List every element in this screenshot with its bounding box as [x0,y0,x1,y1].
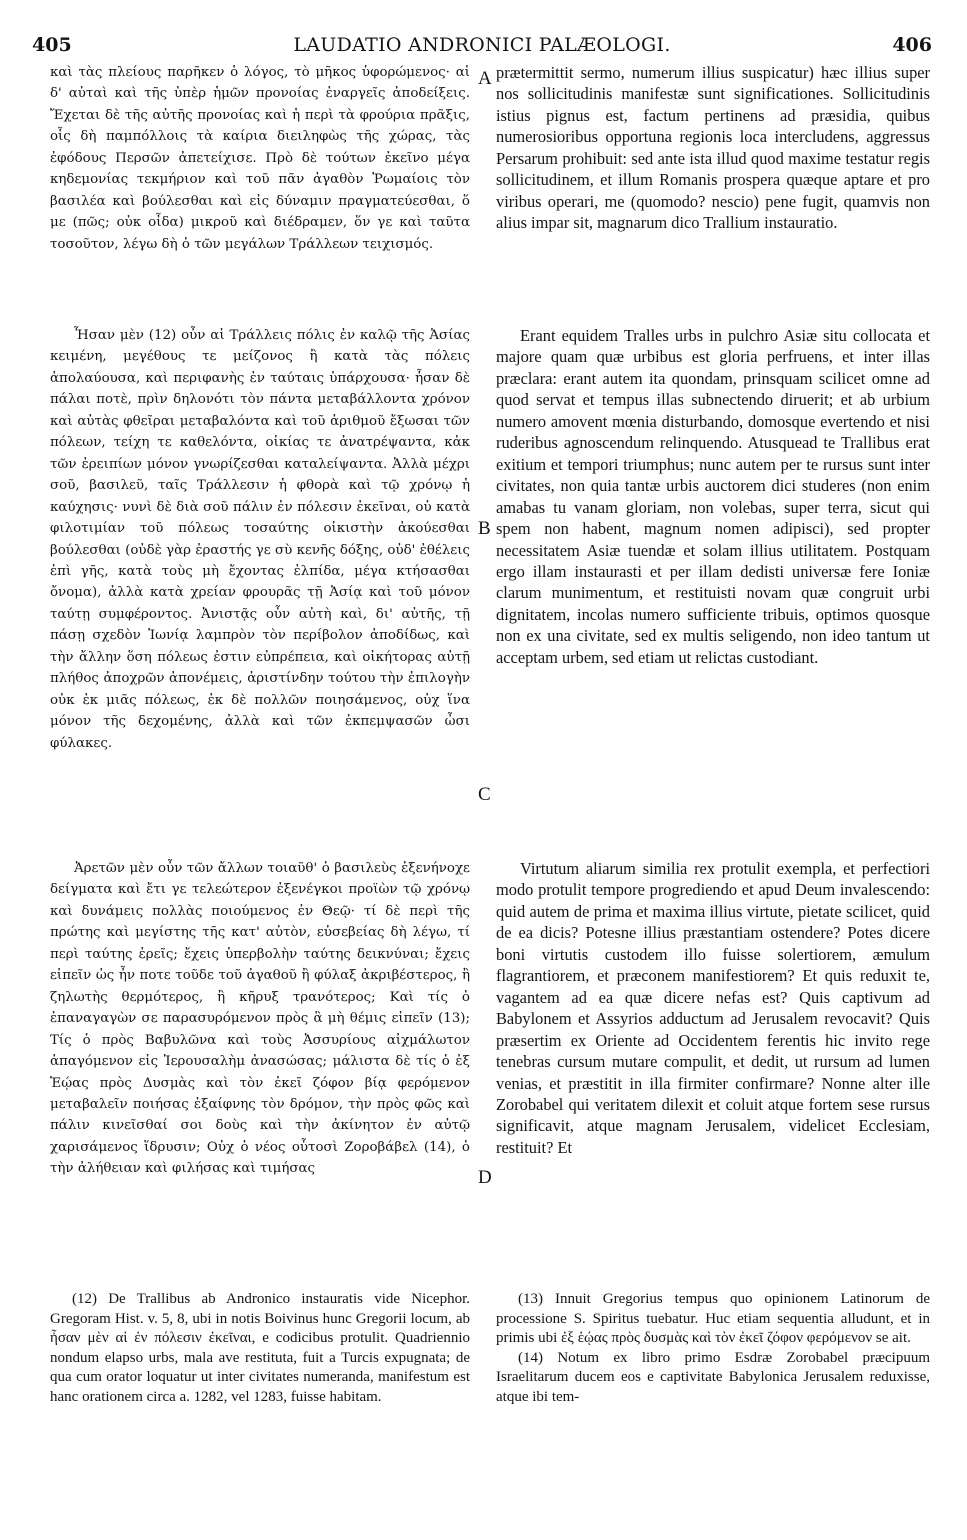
footnotes-left [50,1290,470,1407]
latin-paragraph: Virtutum aliarum similia rex protulit exempla, et perfectiori modo protulit tempore progrediendo et apud Deum invalescendo: quid autem de prima et maxima illius virtute, pietate scilicet, quid de ea dicis? Potesne illius præstantiam ostendere? Potes dicere boni virtutis custodem illo fuisse solertiorem, æmulum flagrantiorem, et præconem manifestiorem? Et quis reduxit te, vagantem ad ea quæ dicere nefas est? Quis captivum ad Babylonem et Assyrios adductum ad Jerusalem revocavit? Quis præsertim ex Oriente ad Occidentem ferentis hic invito rege tenebras cursum mutare compulit, et dedit, ut rursum ad lumen venias, et præstitit in illa firmiter confirmare? Nonne alter ille Zorobabel qui veritatem dilexit et coluit atque fortem sese rursus significavit, atque magnam Jerusalem, videlicet Ecclesiam, restituit? Et [496,859,930,1157]
footnote-14: (14) Notum ex libro primo Esdræ Zorobabel præcipuum Israelitarum ducem eos e captivitate Babylonica Jerusalem reduxisse, atque ibi tem- [496,1349,930,1405]
greek-paragraph: Ἦσαν μὲν (12) οὖν αἱ Τράλλεις πόλις ἐν καλῷ τῆς Ἀσίας κειμένη, μεγέθους τε μείζονος ἢ κατὰ τὰς πόλεις ἀπολαύουσα, καὶ περιφανὴς ἐν ταύταις ὑπάρχουσα· ἦσαν δὲ πάλαι ποτὲ, πρὶν δηλονότι τὸν πάντα μεταβάλλοντα χρόνον καὶ αὐτὰς φθεῖραι μεταβαλόντα καὶ τοῦ ἀριθμοῦ ἔξωσαι τῶν πόλεων, τείχη τε καθελόντα, οἰκίας τε ἀνατρέψαντα, κἀκ τῶν ἐρειπίων μόνον γνωρίζεσθαι καταλείψαντα. Ἀλλὰ μέχρι σοῦ, βασιλεῦ, ταῖς Τράλλεσιν ἡ φθορὰ καὶ τῷ χρόνῳ ἡ καύχησις· νυνὶ δὲ διὰ σοῦ πάλιν ἐν πόλεσιν ἐκεῖναι, οὐ κατὰ φιλοτιμίαν τοῦ πόλεως τοσαύτης οἰκιστὴν ἀκούεσθαι βούλεσθαι (οὐδὲ γὰρ ἐραστής γε σὺ κενῆς δόξης, οὐδ' ἐθέλεις ἐπὶ γῆς, κατὰ τοὺς μὴ ἔχοντας ἐλπίδα, μέγα κτήσασθαι ὄνομα), ἀλλὰ κατὰ χρείαν φρουρᾶς τῇ Ἀσίᾳ καὶ τοῦ μόνον ταύτῃ συμφέροντος. Ἀνιστᾷς οὖν αὐτὴ καὶ, δι' αὐτῆς, τῇ πάσῃ σχεδὸν Ἰωνίᾳ λαμπρὸν τὸν περίβολον ἀποδίδως, καὶ τὴν ἄλλην ὅση πόλεως ἐστιν εὐπρέπεια, καὶ οἰκήτορας αὐτῇ πλήθος ἀποχρῶν ἀπονέμεις, ἀριστίνδην τούτου τὴν ἐπιλογὴν οὐκ ἐκ μιᾶς πόλεως, ἐκ δὲ πολλῶν ποιησάμενος, οὐχ ἵνα μόνον τῆς δεχομένης, ἀλλὰ καὶ τῶν ἐκπεμψασῶν ὦσι φύλακες. [50,328,470,751]
margin-marker-d: D [478,1167,492,1188]
page-header [32,34,932,60]
latin-column-section-b [496,325,930,668]
latin-column-section-c [496,858,930,1158]
greek-column-section-a [50,62,470,255]
margin-marker-c: C [478,784,491,805]
footnote-12: (12) De Trallibus ab Andronico instauratis vide Nicephor. Gregoram Hist. v. 5, 8, ubi in notis Boivinus hunc Gregorii locum, ab ἦσαν μὲν αἱ ἐν πόλεσιν ἐκεῖναι, e codicibus protulit. Quadriennio nondum elapso urbs, mala ave restituta, fuit a Turcis expugnata; de qua cum orator loquatur ut inter civitates numeranda, manifestum est hanc orationem circa a. 1282, vel 1283, fuisse habitam. [50,1291,470,1405]
greek-paragraph: καὶ τὰς πλείους παρῆκεν ὁ λόγος, τὸ μῆκος ὑφορώμενος· αἱ δ' αὐταὶ καὶ τῆς ὑπὲρ ἡμῶν προνοίας ἐναργεῖς ἀποδείξεις. Ἔχεται δὲ τῆς αὐτῆς προνοίας καὶ ἡ περὶ τὰ φρούρια πρᾶξις, οἷς δὴ παμπόλλοις τὰ καίρια διειληφὼς τῆς χώρας, τὰς ἐφόδους Περσῶν ἀπετείχισε. Πρὸ δὲ τούτων ἐκεῖνο μέγα κηδεμονίας τεκμήριον καὶ τοῦ πᾶν ἀγαθὸν Ῥωμαίοις τὸν βασιλέα καὶ βούλεσθαι καὶ εἰς δύναμιν πραγματεύεσθαι, ὅ με (πῶς; οὐκ οἶδα) μικροῦ καὶ διέδραμεν, ὅν γε καὶ ταῦτα τοσοῦτον, λέγω δὴ ὁ τῶν μεγάλων Τράλλεων τειχισμός. [50,65,470,252]
page-number-right: 406 [892,34,932,56]
greek-paragraph: Ἀρετῶν μὲν οὖν τῶν ἄλλων τοιαῦθ' ὁ βασιλεὺς ἐξενήνοχε δείγματα καὶ ἔτι γε τελεώτερον ἐξενέγκοι προϊὼν τῷ χρόνῳ καὶ δυνάμεις πολλὰς ποιούμενος ἐν Θεῷ· τί δὲ περὶ τῆς πρώτης καὶ μεγίστης τῆς κατ' αὐτὸν, εὐσεβείας δὴ λέγω, τί περὶ ταύτης ἐρεῖς; ἔχεις ὑπερβολὴν ταύτης δεικνύναι; ἔχεις εἰπεῖν ὡς ἦν ποτε τοῦδε τοῦ ἀγαθοῦ ἢ φύλαξ ἀκριβέστερος, ἢ ζηλωτὴς θερμότερος, ἢ κῆρυξ τρανότερος; Καὶ τίς ὁ ἐπαναγαγὼν σε παρασυρόμενον πρὸς ἃ μὴ θέμις εἰπεῖν (13); Τίς ὁ πρὸς Βαβυλῶνα καὶ τοὺς Ἀσσυρίους αἰχμάλωτον ἀπαγόμενον εἰς Ἱερουσαλὴμ ἀνασώσας; μάλιστα δὲ τίς ὁ ἐξ Ἑῴας πρὸς Δυσμὰς καὶ τὸν ἐκεῖ ζόφον βίᾳ φερόμενον μεταβαλεῖν ποιήσας ἐξαίφνης τὸν δρόμον, τὴν πρὸς φῶς καὶ πάλιν κινεῖσθαί σοι δοὺς καὶ τὴν ἀκίνητον ἐν αὐτῷ χαρισάμενος ἵδρυσιν; Οὐχ ὁ νέος οὗτοσὶ Ζοροβάβελ (14), ὁ τὴν ἀλήθειαν καὶ φιλήσας καὶ τιμήσας [50,861,470,1177]
greek-column-section-c [50,858,470,1180]
margin-marker-b: B [478,518,491,539]
footnote-13: (13) Innuit Gregorius tempus quo opinionem Latinorum de processione S. Spiritus tuebatur. Huc etiam sequentia alludunt, et in primis ubi ἐξ ἑῴας πρὸς δυσμὰς καὶ τὸν ἐκεῖ ζόφον φερόμενον se ait. [496,1291,930,1346]
latin-paragraph: Erant equidem Tralles urbs in pulchro Asiæ situ collocata et majore quam quæ urbibus est gloria perfruens, et inter illas præclara: erant autem ita quondam, prinsquam scilicet omne ad quod servat et tempus illas subnectendo diruerit; et ab urbium numero amovent mœnia disturbando, domosque evertendo et nisi ruderibus agnoscendum relinquendo. Atusquead te Trallibus erat exitium et tempori triumphus; nunc autem per te rursus sunt inter civitates, non quia tantæ urbis auctorem dici studeres (non enim amabas tu vanam gloriam, non volebas, super terra, sicut qui spem non habent, magnum nomen adipisci), sed propter necessitatem Asiæ tuendæ et solam illius utilitatem. Postquam ergo illam instaurasti et per illam dedisti universæ fere Ioniæ clarum munimentum, et restituisti novam quæ congruit urbi dignitatem, incolas numero sufficiente tribuis, optimos quosque non ex una civitate, sed ex multis seligendo, non ideo tantum ut acceptam urbem, sed etiam ut relictas custodiant. [496,326,930,667]
latin-column-section-a [496,62,930,234]
footnotes-right [496,1290,930,1407]
greek-column-section-b [50,325,470,754]
page-number-left: 405 [32,34,72,56]
margin-marker-a: A [478,68,492,89]
latin-paragraph: prætermittit sermo, numerum illius suspicatur) hæc illius super nos sollicitudinis manifestæ sunt significationes. Sollicitudinis istius pignus est, factum pertinens ad præsidia, quibus numerosioribus opportuna regionis loca intercludens, aggressus Persarum prohibuit: sed ante ista illud quod maxime testatur regis sollicitudinem, et illum Romanis prospera quæque aptare et pro viribus operari, me (quomodo? nescio) pene fugit, quamvis non alius impar sit, magnarum dico Trallium instauratio. [496,63,930,233]
running-head: LAUDATIO ANDRONICI PALÆOLOGI. [293,34,671,56]
